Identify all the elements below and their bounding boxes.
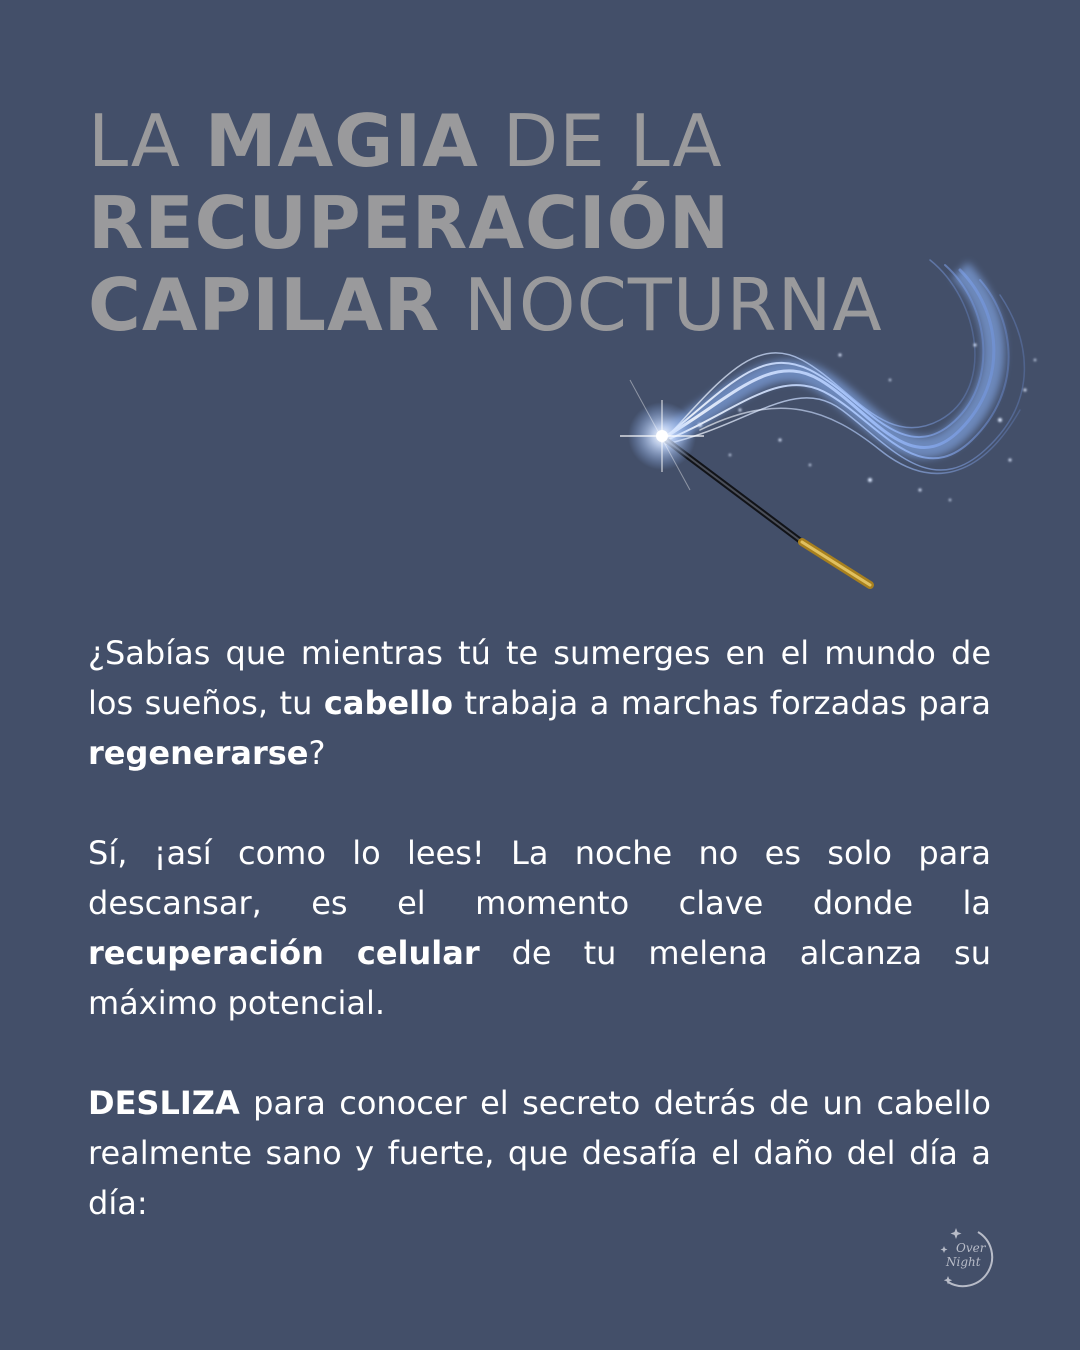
title-bold-text: RECUPERACIÓN	[88, 181, 731, 265]
paragraph-text: para conocer el secreto detrás de un cabello realmente sano y fuerte, que desafía el daño del día a día:	[88, 1084, 991, 1222]
title-text: LA	[88, 99, 205, 183]
paragraph-text: Sí, ¡así como lo lees! La noche no es solo para descansar, es el momento clave donde la	[88, 834, 991, 922]
logo-text-line-1: Over	[956, 1241, 986, 1255]
title-text: NOCTURNA	[440, 263, 883, 347]
title-bold-text: MAGIA	[204, 99, 479, 183]
title-text: DE LA	[478, 99, 723, 183]
paragraph-text: trabaja a marchas forzadas para	[452, 684, 992, 722]
moon-logo-icon	[934, 1224, 1006, 1296]
paragraph-bold-text: cabello	[323, 684, 453, 722]
paragraph-2	[88, 828, 991, 1028]
paragraph-bold-text: regenerarse	[88, 734, 309, 772]
paragraph-3	[88, 1078, 991, 1228]
paragraph-bold-text: DESLIZA	[88, 1084, 240, 1122]
paragraph-text: ¿Sabías que mientras tú te sumerges en el mundo de los sueños, tu	[88, 634, 991, 722]
title-bold-text: CAPILAR	[88, 263, 441, 347]
paragraph-bold-text: recuperación celular	[88, 934, 480, 972]
paragraph-text: de tu melena alcanza su máximo potencial.	[88, 934, 992, 1022]
paragraph-1	[88, 628, 991, 778]
paragraph-text: ?	[308, 734, 326, 772]
logo-text-line-2: Night	[946, 1255, 981, 1269]
title-line-1	[88, 100, 988, 182]
magic-wand-icon	[580, 250, 1060, 600]
